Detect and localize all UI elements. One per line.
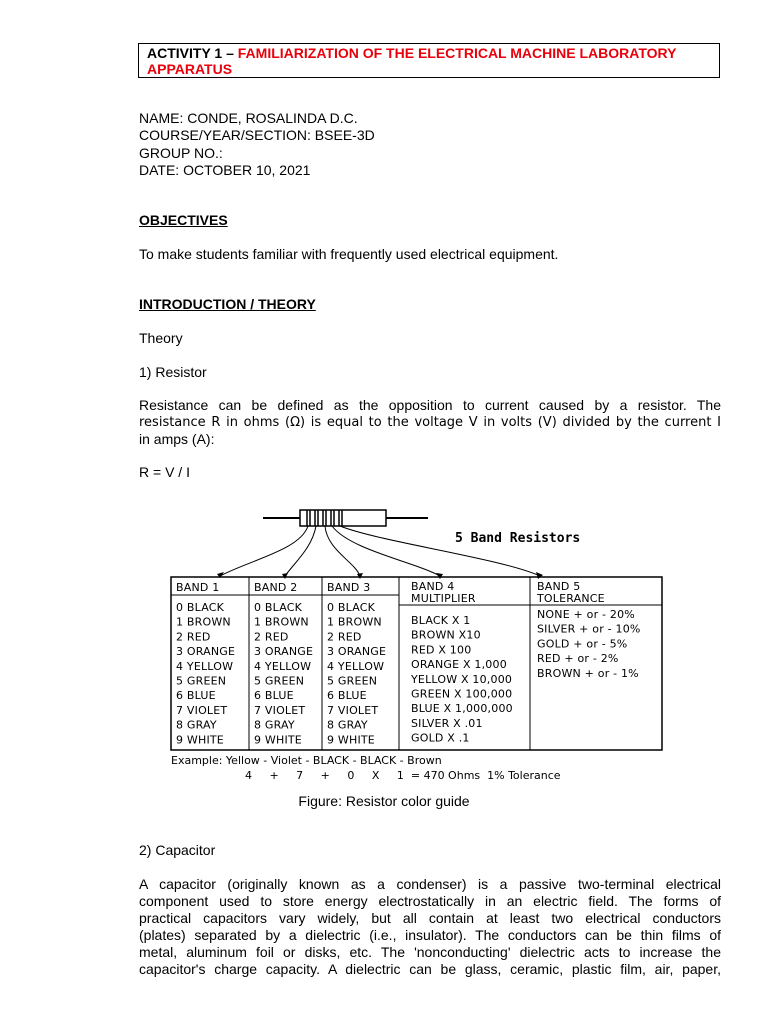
resistor-paragraph [139, 397, 721, 448]
band-2-item: 4 YELLOW [254, 659, 312, 673]
figure-title: 5 Band Resistors [455, 531, 581, 546]
band-5-header: BAND 5 [537, 580, 581, 593]
band-5-item: NONE + or - 20% [537, 608, 635, 621]
band-4-header: BAND 4 [411, 580, 455, 593]
band-4-item: YELLOW X 10,000 [411, 672, 513, 686]
band-1-header: BAND 1 [176, 581, 220, 594]
introduction-heading: INTRODUCTION / THEORY [139, 296, 316, 312]
band-3-item: 3 ORANGE [327, 645, 387, 659]
band-3-item: 8 GRAY [327, 718, 368, 732]
student-name: NAME: CONDE, ROSALINDA D.C. [139, 110, 358, 126]
capacitor-line: practical capacitors vary widely, but all contain at least two electrical conductors [139, 910, 721, 926]
resistor-line-3: in amps (A): [139, 431, 215, 447]
pointer-arrowheads [217, 572, 543, 579]
band-1-item: 6 BLUE [176, 689, 216, 703]
band-2-header: BAND 2 [254, 581, 298, 594]
band-4-item: GREEN X 100,000 [411, 687, 513, 701]
band-2-item: 5 GREEN [254, 674, 305, 688]
band-4-item: BROWN X10 [411, 628, 481, 642]
title-dash: – [222, 45, 238, 61]
band-2-item: 8 GRAY [254, 718, 295, 732]
resistor-heading: 1) Resistor [139, 364, 207, 380]
band-2-item: 3 ORANGE [254, 645, 314, 659]
band-2-item: 2 RED [254, 630, 289, 644]
capacitor-heading: 2) Capacitor [139, 842, 216, 858]
band-3-item: 9 WHITE [327, 733, 375, 747]
band-3-item: 2 RED [327, 630, 362, 644]
band-3-item: 6 BLUE [327, 689, 367, 703]
band-5-item: SILVER + or - 10% [537, 622, 641, 636]
band-1-item: 0 BLACK [176, 601, 225, 614]
resistor-line-2: resistance R in ohms (Ω) is equal to the voltage V in volts (V) divided by the current I [139, 415, 721, 430]
resistor-color-guide-figure [160, 500, 670, 790]
band-4-header: MULTIPLIER [411, 592, 476, 605]
band-2-item: 6 BLUE [254, 689, 294, 703]
band-1-item: 1 BROWN [176, 615, 231, 629]
example-line-1: Example: Yellow - Violet - BLACK - BLACK - Brown [171, 754, 442, 767]
capacitor-line: A capacitor (originally known as a condenser) is a passive two-terminal electrical [139, 876, 721, 892]
theory-label: Theory [139, 330, 183, 346]
resistor-body [300, 510, 386, 526]
band-1-item: 5 GREEN [176, 674, 227, 688]
objectives-heading: OBJECTIVES [139, 212, 228, 228]
band-4-item: BLUE X 1,000,000 [411, 702, 513, 716]
activity-title: FAMILIARIZATION OF THE ELECTRICAL MACHINE LABORATORY APPARATUS [147, 45, 677, 77]
capacitor-line: metal, aluminum foil or disks, etc. The 'nonconducting' dielectric acts to increase the [139, 944, 721, 960]
band-1-item: 2 RED [176, 630, 211, 644]
example-line-2: 4 + 7 + 0 X 1 = 470 Ohms 1% Tolerance [245, 769, 561, 782]
capacitor-line: (plates) separated by a dielectric (i.e., insulator). The conductors can be thin films of [139, 927, 721, 943]
band-1-item: 8 GRAY [176, 718, 217, 732]
band-2-item: 1 BROWN [254, 615, 309, 629]
band-5-item: BROWN + or - 1% [537, 666, 639, 680]
band-5-header: TOLERANCE [537, 592, 605, 605]
ohms-law-formula: R = V / I [139, 464, 190, 480]
band-4-item: ORANGE X 1,000 [411, 658, 507, 672]
band-1-item: 4 YELLOW [176, 659, 234, 673]
activity-label: ACTIVITY 1 [147, 45, 223, 61]
objectives-text: To make students familiar with frequently used electrical equipment. [139, 246, 559, 262]
band-2-item: 7 VIOLET [254, 703, 306, 717]
band-3-header: BAND 3 [327, 581, 371, 594]
capacitor-line: component used to store energy electrostatically in an electric field. The forms of [139, 893, 721, 909]
group-number: GROUP NO.: [139, 145, 223, 161]
capacitor-paragraph [139, 876, 721, 978]
activity-title-box [138, 43, 720, 78]
band-4-item: GOLD X .1 [411, 731, 470, 745]
resistor-line-1: Resistance can be defined as the opposition to current caused by a resistor. The [139, 397, 721, 413]
band-4-item: BLACK X 1 [411, 614, 471, 627]
band-3-item: 5 GREEN [327, 674, 378, 688]
band-5-item: GOLD + or - 5% [537, 637, 628, 651]
band-1-item: 9 WHITE [176, 733, 224, 747]
band-4-item: SILVER X .01 [411, 716, 483, 730]
band-2-item: 0 BLACK [254, 601, 303, 614]
course-year-section: COURSE/YEAR/SECTION: BSEE-3D [139, 127, 375, 143]
band-3-item: 7 VIOLET [327, 703, 379, 717]
band-4-item: RED X 100 [411, 643, 472, 657]
band-3-item: 1 BROWN [327, 615, 382, 629]
band-2-item: 9 WHITE [254, 733, 302, 747]
band-3-item: 4 YELLOW [327, 659, 385, 673]
date: DATE: OCTOBER 10, 2021 [139, 162, 311, 178]
band-1-item: 7 VIOLET [176, 703, 228, 717]
band-5-item: RED + or - 2% [537, 652, 619, 666]
capacitor-line: capacitor's charge capacity. A dielectric can be glass, ceramic, plastic film, air, paper, [139, 961, 721, 977]
figure-caption: Figure: Resistor color guide [298, 793, 470, 809]
band-1-item: 3 ORANGE [176, 645, 236, 659]
band-3-item: 0 BLACK [327, 601, 376, 614]
